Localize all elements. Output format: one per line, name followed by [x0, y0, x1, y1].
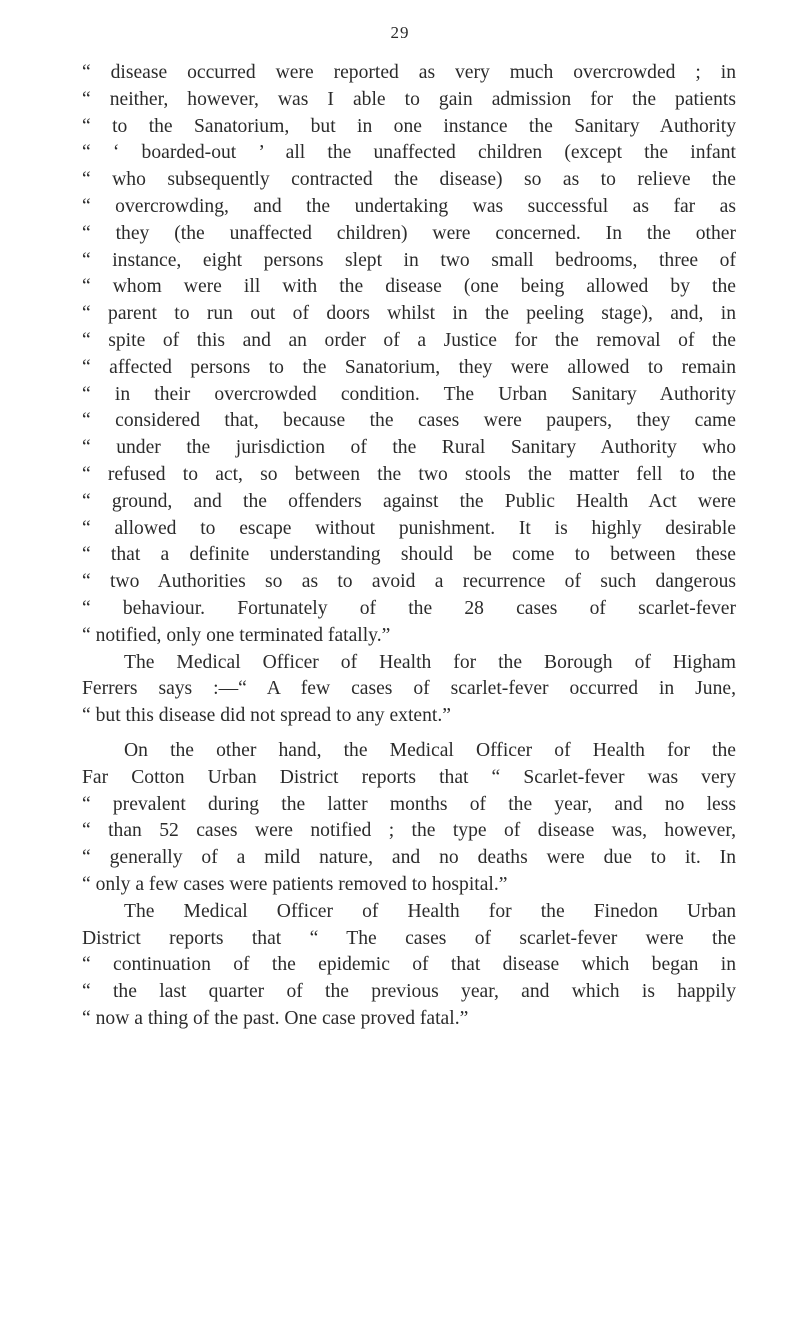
text-line: “ but this disease did not spread to any extent.”: [82, 705, 451, 727]
text-line: “ allowed to escape without punishment. It is highly desirable: [82, 517, 736, 539]
text-line: “ neither, however, was I able to gain admission for the patients: [82, 88, 736, 110]
text-line: “ generally of a mild nature, and no deaths were due to it. In: [82, 847, 736, 869]
text-line: “ that a definite understanding should be come to between these: [82, 544, 736, 566]
paragraph-higham-ferrers: [82, 650, 736, 730]
text-line: “ than 52 cases were notified ; the type of disease was, however,: [82, 820, 736, 842]
text-line: “ considered that, because the cases were paupers, they came: [82, 410, 736, 432]
text-line: “ parent to run out of doors whilst in the peeling stage), and, in: [82, 303, 736, 325]
paragraph-far-cotton: [82, 738, 736, 899]
text-line: “ affected persons to the Sanatorium, they were allowed to remain: [82, 356, 736, 378]
text-line: “ now a thing of the past. One case proved fatal.”: [82, 1007, 469, 1029]
text-line: Far Cotton Urban District reports that “ Scarlet-fever was very: [82, 766, 736, 788]
text-line: “ behaviour. Fortunately of the 28 cases of scarlet-fever: [82, 597, 736, 619]
text-line: The Medical Officer of Health for the Finedon Urban: [124, 900, 736, 922]
text-line: “ prevalent during the latter months of the year, and no less: [82, 793, 736, 815]
text-line: “ overcrowding, and the undertaking was successful as far as: [82, 195, 736, 217]
text-line: Ferrers says :—“ A few cases of scarlet-fever occurred in June,: [82, 678, 736, 700]
text-line: “ only a few cases were patients removed to hospital.”: [82, 873, 508, 895]
text-line: “ spite of this and an order of a Justice for the removal of the: [82, 329, 736, 351]
text-line: “ they (the unaffected children) were concerned. In the other: [82, 222, 736, 244]
text-line: “ refused to act, so between the two stools the matter fell to the: [82, 463, 736, 485]
text-line: “ two Authorities so as to avoid a recurrence of such dangerous: [82, 571, 736, 593]
text-line: “ whom were ill with the disease (one being allowed by the: [82, 276, 736, 298]
text-line: The Medical Officer of Health for the Borough of Higham: [124, 651, 736, 673]
text-line: On the other hand, the Medical Officer of Health for the: [124, 739, 736, 761]
text-line: “ instance, eight persons slept in two small bedrooms, three of: [82, 249, 736, 271]
text-line: District reports that “ The cases of scarlet-fever were the: [82, 927, 736, 949]
text-line: “ who subsequently contracted the disease) so as to relieve the: [82, 169, 736, 191]
text-line: “ in their overcrowded condition. The Urban Sanitary Authority: [82, 383, 736, 405]
text-line: “ under the jurisdiction of the Rural Sanitary Authority who: [82, 437, 736, 459]
paragraph-overcrowding-quote: [82, 60, 736, 650]
text-line: “ to the Sanatorium, but in one instance the Sanitary Authority: [82, 115, 736, 137]
text-line: “ disease occurred were reported as very much overcrowded ; in: [82, 62, 736, 83]
paragraph-finedon: [82, 899, 736, 1033]
text-line: “ the last quarter of the previous year, and which is happily: [82, 981, 736, 1003]
text-line: “ continuation of the epidemic of that disease which began in: [82, 954, 736, 976]
page-number: 29: [390, 23, 410, 42]
document-body: [82, 60, 736, 1033]
text-line: “ notified, only one terminated fatally.”: [82, 624, 391, 646]
text-line: “ ground, and the offenders against the Public Health Act were: [82, 490, 736, 512]
text-line: “ ‘ boarded-out ’ all the unaffected children (except the infant: [82, 142, 736, 164]
